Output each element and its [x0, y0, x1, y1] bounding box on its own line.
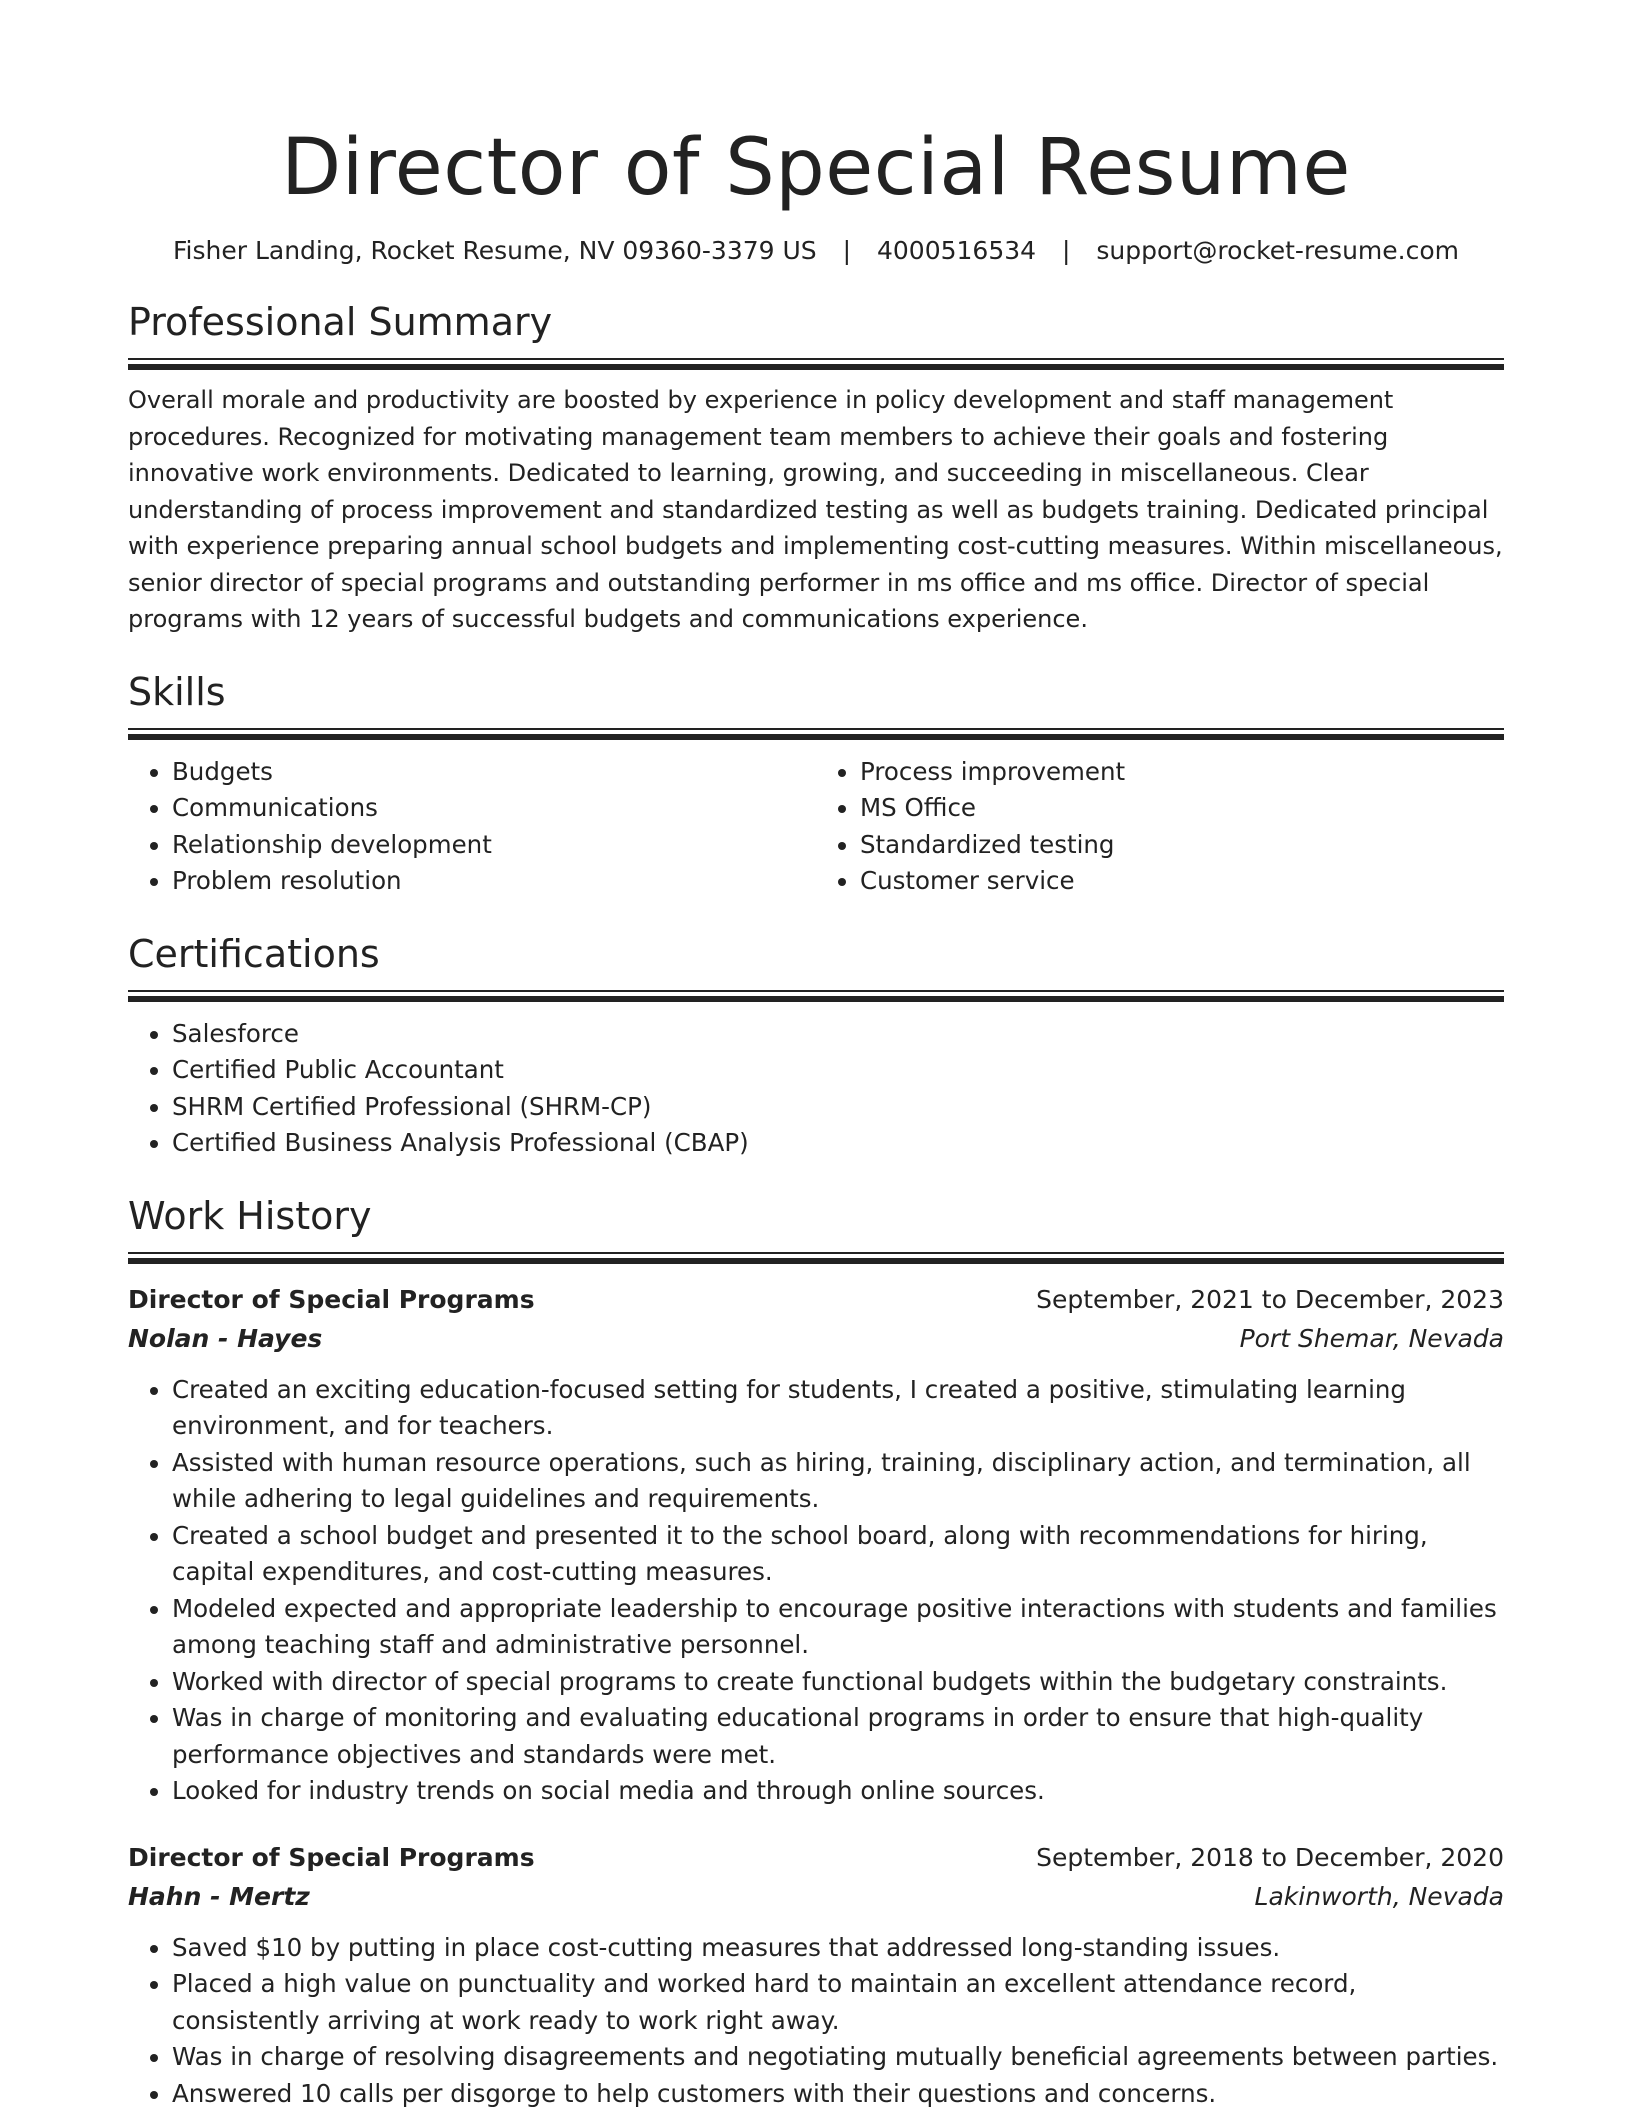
- job-duty-item: • Was in charge of monitoring and evaluating educational programs in order to ensure that high-quality performance objectives and standards were met.: [172, 1700, 1504, 1773]
- job-duties-list: [128, 1930, 1504, 2112]
- certification-item: • SHRM Certified Professional (SHRM-CP): [172, 1089, 1504, 1126]
- contact-address: Fisher Landing, Rocket Resume, NV 09360-3379 US: [172, 236, 817, 265]
- section-divider: [128, 358, 1504, 370]
- job-duty-item: • Looked for industry trends on social media and through online sources.: [172, 1773, 1504, 1810]
- contact-separator: |: [1062, 236, 1071, 265]
- job-company-row: [128, 1877, 1504, 1916]
- job-duty-item: • Modeled expected and appropriate leadership to encourage positive interactions with students and families among teaching staff and administrative personnel.: [172, 1591, 1504, 1664]
- job-duty-item: • Was in charge of resolving disagreements and negotiating mutually beneficial agreements between parties.: [172, 2039, 1504, 2076]
- resume-page: [128, 0, 1504, 2112]
- certifications-list: [128, 1016, 1504, 1162]
- job-duty-item: • Answered 10 calls per disgorge to help customers with their questions and concerns.: [172, 2076, 1504, 2112]
- skill-item: • Process improvement: [860, 754, 1504, 791]
- job-duty-item: • Placed a high value on punctuality and worked hard to maintain an excellent attendance record, consistently arriving at work ready to work right away.: [172, 1966, 1504, 2039]
- section-heading: Certifications: [128, 931, 380, 976]
- job-duties-list: [128, 1372, 1504, 1810]
- job-header-row: [128, 1838, 1504, 1877]
- skills-grid: [128, 754, 1504, 900]
- job-location: Lakinworth, Nevada: [1254, 1881, 1504, 1911]
- certification-item: • Salesforce: [172, 1016, 1504, 1053]
- work-history-section: [128, 1192, 1504, 2112]
- job-location: Port Shemar, Nevada: [1239, 1323, 1504, 1353]
- resume-title: Director of Special Resume: [281, 123, 1351, 213]
- job-dates: September, 2018 to December, 2020: [1036, 1842, 1504, 1872]
- certifications-section: [128, 930, 1504, 1162]
- job-title: Director of Special Programs: [128, 1842, 535, 1872]
- certification-item: • Certified Public Accountant: [172, 1052, 1504, 1089]
- job-entry: [128, 1838, 1504, 2112]
- skill-item: • Budgets: [172, 754, 816, 791]
- summary-text: Overall morale and productivity are boosted by experience in policy development and staff management procedures. Recognized for motivating management team members to achieve their goals and fostering innovative work environments. Dedicated to learning, growing, and succeeding in miscellaneous. Clear understanding of process improvement and standardized testing as well as budgets training. Dedicated principal with experience preparing annual school budgets and implementing cost-cutting measures. Within miscellaneous, senior director of special programs and outstanding performer in ms office and ms office. Director of special programs with 12 years of successful budgets and communications experience.: [128, 386, 1503, 633]
- skill-item: • Standardized testing: [860, 827, 1504, 864]
- contact-line: [128, 234, 1504, 268]
- contact-phone: 4000516534: [877, 236, 1037, 265]
- section-divider: [128, 1252, 1504, 1264]
- contact-separator: |: [842, 236, 852, 265]
- skill-item: • Relationship development: [172, 827, 816, 864]
- job-company: Nolan - Hayes: [128, 1323, 323, 1353]
- section-divider: [128, 728, 1504, 740]
- certification-item: • Certified Business Analysis Professional (CBAP): [172, 1125, 1504, 1162]
- skills-list-right: [816, 754, 1504, 900]
- job-duty-item: • Saved $10 by putting in place cost-cutting measures that addressed long-standing issues.: [172, 1930, 1504, 1967]
- job-duty-item: • Created an exciting education-focused setting for students, I created a positive, stimulating learning environment, and for teachers.: [172, 1372, 1504, 1445]
- job-company-row: [128, 1319, 1504, 1358]
- skill-item: • MS Office: [860, 790, 1504, 827]
- skill-item: • Problem resolution: [172, 863, 816, 900]
- section-heading: Skills: [128, 669, 226, 714]
- skill-item: • Communications: [172, 790, 816, 827]
- contact-email: support@rocket-resume.com: [1096, 236, 1460, 265]
- job-header-row: [128, 1280, 1504, 1319]
- section-divider: [128, 990, 1504, 1002]
- job-duty-item: • Worked with director of special programs to create functional budgets within the budgetary constraints.: [172, 1664, 1504, 1701]
- job-dates: September, 2021 to December, 2023: [1036, 1284, 1504, 1314]
- skills-section: [128, 668, 1504, 900]
- skills-list-left: [128, 754, 816, 900]
- job-duty-item: • Assisted with human resource operations, such as hiring, training, disciplinary action, and termination, all while adhering to legal guidelines and requirements.: [172, 1445, 1504, 1518]
- job-company: Hahn - Mertz: [128, 1881, 310, 1911]
- job-duty-item: • Created a school budget and presented it to the school board, along with recommendations for hiring, capital expenditures, and cost-cutting measures.: [172, 1518, 1504, 1591]
- job-entry: [128, 1280, 1504, 1810]
- section-heading: Professional Summary: [128, 300, 553, 344]
- job-title: Director of Special Programs: [128, 1284, 535, 1314]
- section-heading: Work History: [128, 1193, 372, 1238]
- skill-item: • Customer service: [860, 863, 1504, 900]
- professional-summary-section: [128, 298, 1504, 638]
